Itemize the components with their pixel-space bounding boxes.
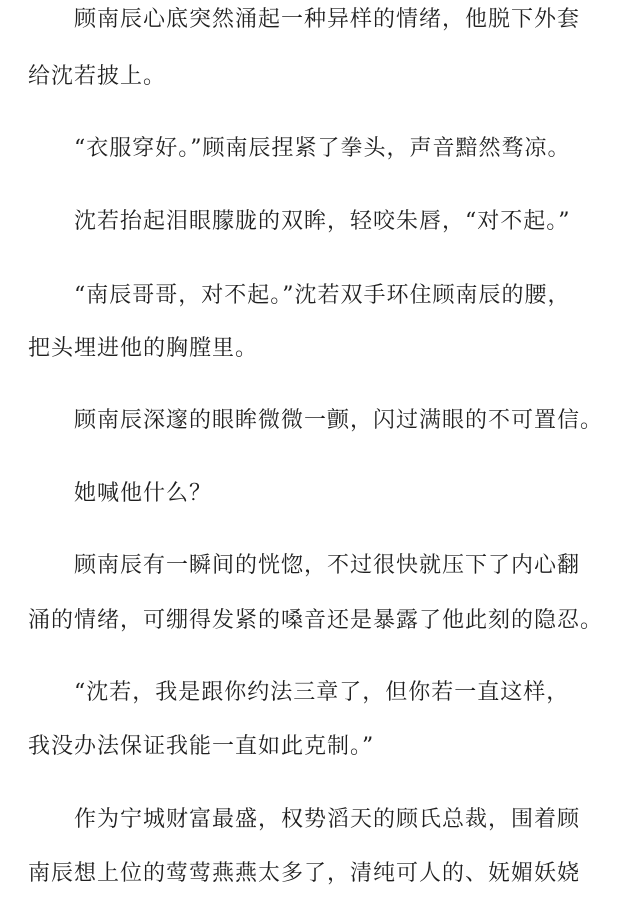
paragraph-7-line-2: 涌的情绪，可绷得发紧的嗓音还是暴露了他此刻的隐忍。 [28,608,604,633]
paragraph-9-line-2: 南辰想上位的莺莺燕燕太多了，清纯可人的、妩媚妖娆 [28,861,581,886]
paragraph-7-line-1: 顾南辰有一瞬间的恍惚，不过很快就压下了内心翻 [74,553,581,578]
paragraph-2-line-1: “衣服穿好。”顾南辰捏紧了拳头，声音黯然骛凉。 [74,136,571,161]
paragraph-5-line-1: 顾南辰深邃的眼眸微微一颤，闪过满眼的不可置信。 [74,408,604,433]
paragraph-3-line-1: 沈若抬起泪眼朦胧的双眸，轻咬朱唇，“对不起。” [74,209,571,234]
paragraph-4-line-2: 把头埋进他的胸膛里。 [28,336,259,361]
paragraph-4-line-1: “南辰哥哥，对不起。”沈若双手环住顾南辰的腰， [74,283,571,308]
paragraph-8-line-2: 我没办法保证我能一直如此克制。” [28,734,375,759]
paragraph-1-line-1: 顾南辰心底突然涌起一种异样的情绪，他脱下外套 [74,7,581,32]
paragraph-6-line-1: 她喊他什么？ [74,481,213,506]
paragraph-1-line-2: 给沈若披上。 [28,64,167,89]
paragraph-8-line-1: “沈若，我是跟你约法三章了，但你若一直这样， [74,680,570,705]
paragraph-9-line-1: 作为宁城财富最盛，权势滔天的顾氏总裁，围着顾 [74,807,581,832]
